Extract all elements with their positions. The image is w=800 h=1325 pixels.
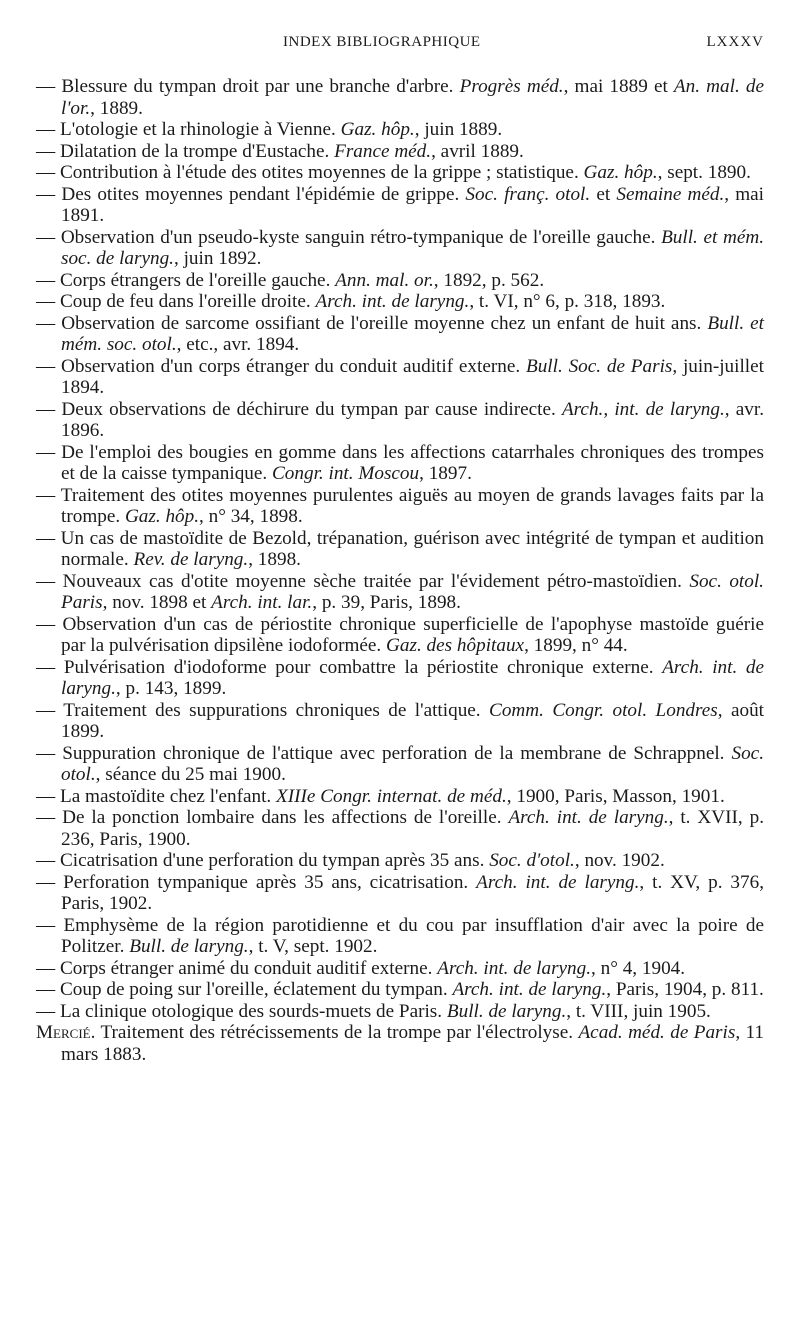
entry-text: , 1892, p. 562. (433, 269, 545, 291)
bibliography-entry (36, 807, 764, 850)
entry-text: Traitement des rétrécissements de la trompe par l'électrolyse. (95, 1022, 579, 1043)
entry-text: Pulvérisation d'iodoforme pour combattre la périostite chronique externe. (55, 656, 663, 678)
entry-text: La clinique otologique des sourds-muets de Paris. (55, 1000, 447, 1022)
journal-title: Arch. int. de laryng. (452, 979, 607, 1000)
entry-text: Emphysème de la région parotidienne et du cou par insufflation d'air avec la poire de Politzer. (55, 914, 764, 957)
entry-dash: — (36, 226, 56, 248)
journal-title: Progrès méd. (459, 76, 564, 97)
journal-title: Gaz. hôp. (340, 119, 415, 140)
running-header (0, 34, 800, 56)
journal-title: Comm. Congr. otol. Londres (489, 699, 718, 721)
journal-title: Ann. mal. or. (335, 269, 434, 291)
entry-text: , 1897. (419, 463, 472, 484)
bibliography-entry (36, 76, 764, 119)
entry-text: , 1900, Paris, Masson, 1901. (506, 785, 725, 807)
page-number: LXXXV (706, 34, 764, 50)
journal-title: Arch. int. lar. (211, 592, 313, 613)
journal-title: Arch., int. de laryng. (561, 398, 725, 420)
bibliography-entry (36, 850, 764, 872)
entry-text: Perforation tympanique après 35 ans, cicatrisation. (55, 871, 477, 893)
entry-dash: — (36, 312, 56, 334)
entry-dash: — (36, 162, 56, 183)
journal-title: Bull. de laryng. (446, 1000, 567, 1022)
journal-title: Bull. de laryng. (129, 936, 249, 957)
entry-dash: — (36, 355, 56, 377)
entry-dash: — (36, 742, 56, 764)
bibliography-entry (36, 915, 764, 958)
bibliography-entry (36, 979, 764, 1001)
header-title: INDEX BIBLIOGRAPHIQUE (283, 34, 481, 50)
entry-text: , p. 39, Paris, 1898. (312, 592, 461, 613)
entry-text: , mai 1891. (61, 183, 765, 226)
entry-text: Corps étranger animé du conduit auditif externe. (55, 957, 438, 979)
entry-dash: — (36, 570, 56, 592)
entry-text: Un cas de mastoïdite de Bezold, trépanation, guérison avec intégrité de tympan et audition normale. (55, 527, 764, 570)
journal-title: Soc. d'otol. (489, 850, 575, 871)
bibliography-entry (36, 571, 764, 614)
bibliography-entry (36, 872, 764, 915)
bibliography-entry (36, 485, 764, 528)
author-name: Mercié. (36, 1022, 96, 1043)
journal-title: Rev. de laryng. (133, 549, 249, 570)
entry-text: La mastoïdite chez l'enfant. (55, 785, 277, 807)
entry-text: Contribution à l'étude des otites moyennes de la grippe ; statistique. (55, 162, 584, 183)
journal-title: Bull. et mém. soc. de laryng. (61, 226, 764, 269)
bibliography-entry (36, 614, 764, 657)
bibliography-entry (36, 958, 764, 980)
entry-text: Observation d'un pseudo-kyste sanguin rétro-tympanique de l'oreille gauche. (55, 226, 662, 248)
journal-title: Gaz. des hôpitaux (386, 635, 525, 656)
entry-dash: — (36, 807, 56, 828)
journal-title: Soc. otol. Paris (61, 570, 764, 613)
entry-text: , n° 4, 1904. (591, 957, 686, 979)
entry-dash: — (36, 119, 56, 140)
journal-title: Congr. int. Moscou (272, 463, 420, 484)
entry-dash: — (36, 979, 56, 1000)
entry-text: Traitement des otites moyennes purulentes aiguës au moyen de grands lavages faits par la trompe. (55, 484, 764, 527)
journal-title: Bull. et mém. soc. otol. (61, 312, 764, 355)
entry-dash: — (36, 269, 56, 291)
bibliography-list (36, 76, 764, 1065)
entry-dash: — (36, 699, 56, 721)
entry-text: , juin 1892. (173, 248, 262, 269)
journal-title: France méd. (334, 140, 432, 162)
bibliography-entry (36, 743, 764, 786)
entry-text: Observation d'un cas de périostite chronique superficielle de l'apophyse mastoïde guérie par la pulvérisation dipsilène iodoformée. (55, 613, 764, 656)
entry-text: , Paris, 1904, p. 811. (606, 979, 764, 1000)
entry-text: , 11 mars 1883. (61, 1022, 764, 1065)
journal-title: Gaz. hôp. (583, 162, 658, 183)
bibliography-entry (36, 442, 764, 485)
entry-text: et (590, 183, 617, 205)
entry-text: Deux observations de déchirure du tympan par cause indirecte. (55, 398, 562, 420)
bibliography-entry (36, 141, 764, 163)
bibliography-entry (36, 657, 764, 700)
bibliography-entry (36, 700, 764, 743)
bibliography-entry (36, 119, 764, 141)
journal-title: Soc. franç. otol. (465, 183, 591, 205)
bibliography-entry (36, 1022, 764, 1065)
entry-dash: — (36, 613, 56, 635)
entry-text: , avr. 1896. (61, 398, 764, 441)
journal-title: Arch. int. de laryng. (315, 291, 470, 312)
entry-dash: — (36, 850, 56, 871)
entry-text: , juin 1889. (414, 119, 503, 140)
entry-dash: — (36, 656, 56, 678)
entry-text: , p. 143, 1899. (115, 678, 227, 699)
entry-dash: — (36, 398, 56, 420)
entry-text: Observation d'un corps étranger du conduit auditif externe. (55, 355, 526, 377)
entry-text: , t. VI, n° 6, p. 318, 1893. (469, 291, 666, 312)
entry-dash: — (36, 957, 56, 979)
entry-dash: — (36, 785, 56, 807)
bibliography-entry (36, 528, 764, 571)
entry-text: , nov. 1898 et (102, 592, 212, 613)
entry-text: Observation de sarcome ossifiant de l'oreille moyenne chez un enfant de huit ans. (55, 312, 708, 334)
entry-text: , août 1899. (61, 699, 765, 742)
bibliography-entry (36, 162, 764, 184)
entry-text: Cicatrisation d'une perforation du tympan après 35 ans. (55, 850, 490, 871)
journal-title: An. mal. de l'or. (61, 76, 764, 119)
entry-text: Traitement des suppurations chroniques de l'attique. (55, 699, 490, 721)
entry-dash: — (36, 291, 56, 312)
bibliography-entry (36, 786, 764, 808)
entry-text: , mai 1889 et (563, 76, 674, 97)
journal-title: Acad. méd. de Paris (578, 1022, 736, 1043)
entry-text: Nouveaux cas d'otite moyenne sèche traitée par l'évidement pétro-mastoïdien. (55, 570, 690, 592)
bibliography-entry (36, 313, 764, 356)
bibliography-entry (36, 291, 764, 313)
entry-text: , nov. 1902. (574, 850, 665, 871)
entry-dash: — (36, 484, 56, 506)
entry-dash: — (36, 76, 56, 97)
journal-title: Soc. otol. (61, 742, 764, 785)
entry-text: Blessure du tympan droit par une branche d'arbre. (55, 76, 460, 97)
entry-text: , séance du 25 mai 1900. (95, 764, 286, 785)
entry-dash: — (36, 441, 56, 463)
entry-dash: — (36, 871, 56, 893)
entry-text: Dilatation de la trompe d'Eustache. (55, 140, 335, 162)
bibliography-entry (36, 399, 764, 442)
entry-text: , t. XV, p. 376, Paris, 1902. (61, 871, 765, 914)
entry-text: , 1898. (248, 549, 301, 570)
entry-text: Coup de feu dans l'oreille droite. (55, 291, 316, 312)
entry-text: , t. VIII, juin 1905. (566, 1000, 711, 1022)
journal-title: Semaine méd. (616, 183, 725, 205)
entry-dash: — (36, 914, 56, 936)
journal-title: Arch. int. de laryng. (61, 656, 765, 699)
journal-title: Bull. Soc. de Paris (525, 355, 673, 377)
entry-text: Corps étrangers de l'oreille gauche. (55, 269, 336, 291)
entry-dash: — (36, 527, 56, 549)
entry-text: , n° 34, 1898. (199, 506, 303, 527)
entry-text: , sept. 1890. (657, 162, 751, 183)
entry-text: , juin-juillet 1894. (61, 355, 764, 398)
entry-text: , avril 1889. (431, 140, 524, 162)
journal-title: Arch. int. de laryng. (476, 871, 640, 893)
entry-text: De la ponction lombaire dans les affections de l'oreille. (55, 807, 509, 828)
bibliography-entry (36, 356, 764, 399)
entry-text: L'otologie et la rhinologie à Vienne. (55, 119, 341, 140)
journal-title: XIIIe Congr. internat. de méd. (276, 785, 507, 807)
entry-dash: — (36, 1000, 56, 1022)
entry-text: De l'emploi des bougies en gomme dans les affections catarrhales chroniques des trompes et de la caisse tympanique. (55, 441, 764, 484)
bibliography-entry (36, 184, 764, 227)
bibliography-entry (36, 270, 764, 292)
entry-text: Des otites moyennes pendant l'épidémie de grippe. (55, 183, 466, 205)
journal-title: Arch. int. de laryng. (437, 957, 592, 979)
journal-title: Gaz. hôp. (124, 506, 200, 527)
entry-text: Suppuration chronique de l'attique avec perforation de la membrane de Schrappnel. (55, 742, 732, 764)
entry-text: , 1889. (90, 97, 143, 119)
entry-text: , 1899, n° 44. (524, 635, 628, 656)
entry-text: , etc., avr. 1894. (176, 334, 300, 355)
entry-text: , t. XVII, p. 236, Paris, 1900. (61, 807, 765, 850)
bibliography-entry (36, 227, 764, 270)
entry-dash: — (36, 183, 56, 205)
bibliography-entry (36, 1001, 764, 1023)
entry-text: Coup de poing sur l'oreille, éclatement du tympan. (55, 979, 453, 1000)
entry-text: , t. V, sept. 1902. (248, 936, 378, 957)
entry-dash: — (36, 140, 56, 162)
journal-title: Arch. int. de laryng. (508, 807, 669, 828)
